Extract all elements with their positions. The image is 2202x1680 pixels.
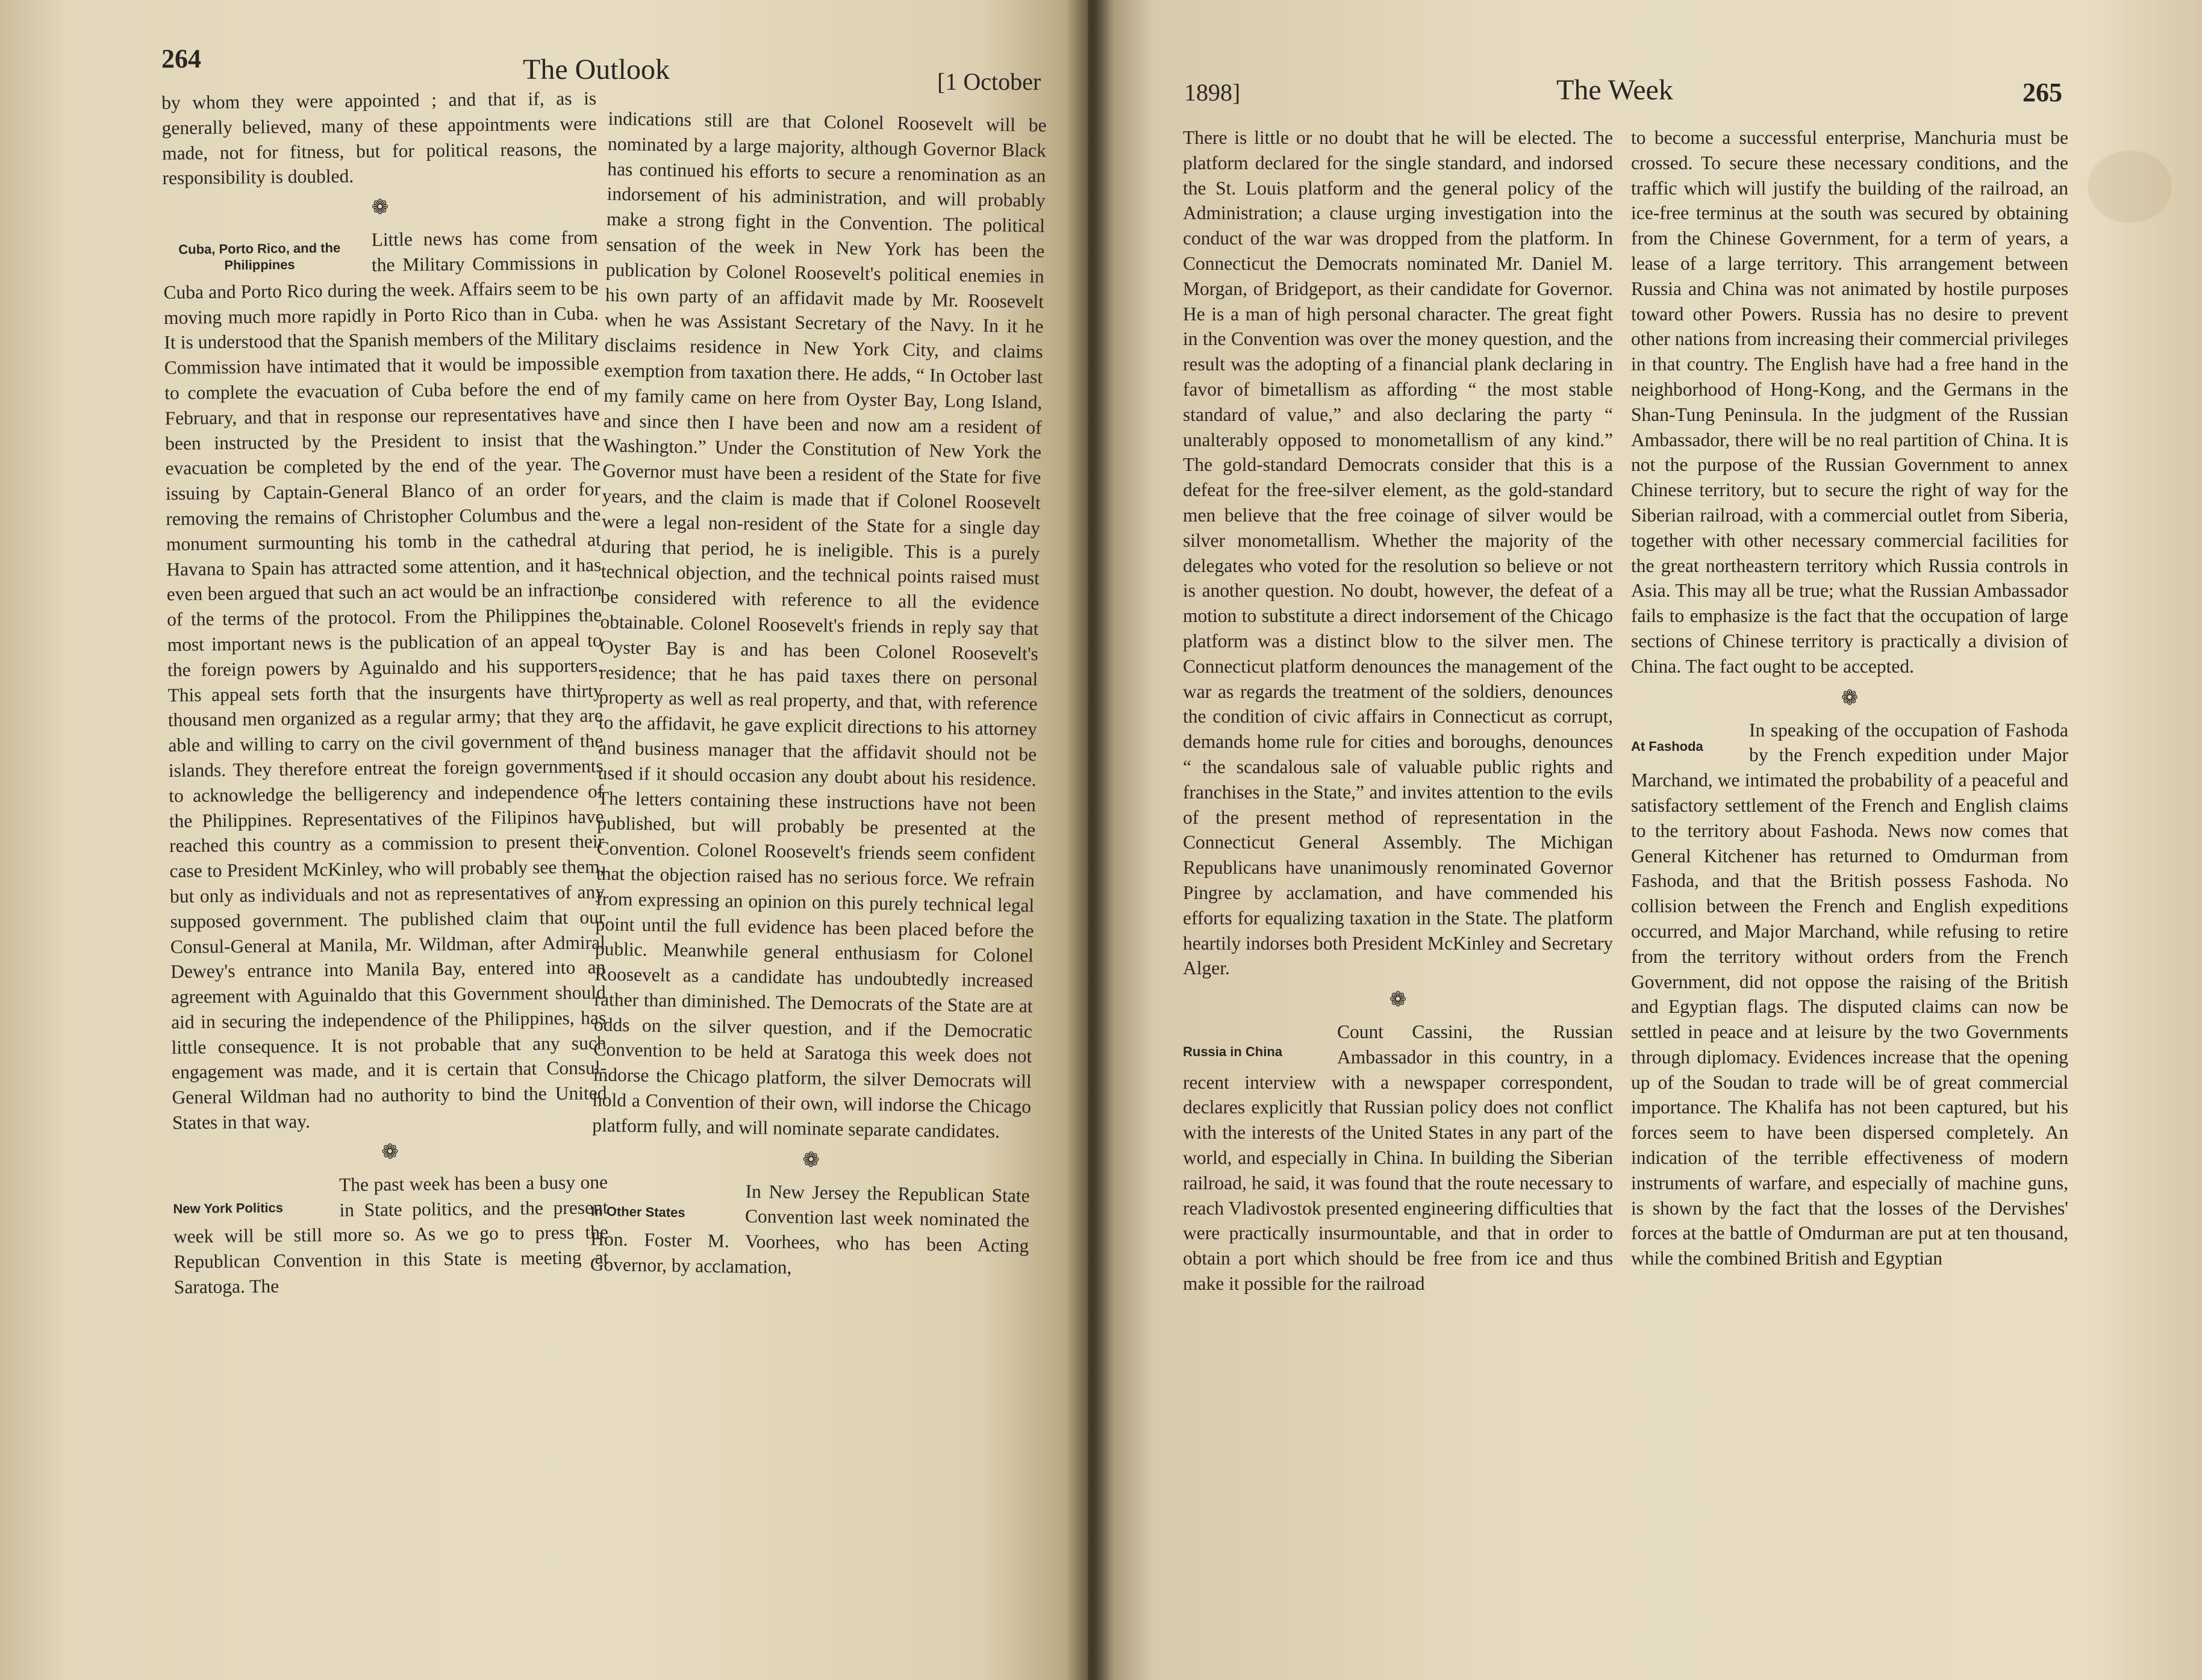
subhead-russia-in-china: Russia in China bbox=[1183, 1044, 1283, 1060]
paragraph: In speaking of the occupation of Fashoda by the French expedition under Major Marchand, we intimated the probability of a peaceful and satisfactory settlement of the French and English claims to the territory about Fashoda. News now comes that General Kitchener has returned to Omdurman from Fashoda, and that the British possess Fashoda. No collision between the French and English expeditions occurred, and Major Marchand, while refusing to retire from the territory without orders from the French Government, did not oppose the raising of the British and Egyptian flags. The disputed claims can now be settled in peace and at leisure by the two Governments through diplomacy. Evidences increase that the opening up of the Soudan to trade will be of great commercial importance. The Khalifa has not been captured, but his forces seem to have been dispersed completely. An indication of the terrible effectiveness of modern instruments of warfare, and especially of machine guns, is shown by the fact that the losses of the Dervishes' forces at the battle of Omdurman are put at ten thousand, while the combined British and Egyptian bbox=[1631, 719, 2068, 1269]
paragraph: Count Cassini, the Russian Ambassador in this country, in a recent interview with a newspaper correspondent, declares explicitly that Russian policy does not conflict with the interests of the United States in any part of the world, and especially in China. In building the Siberian railroad, he said, it was found that the route necessary to reach Vladivostok presented engineering difficulties that were practically insurmountable, and that in order to obtain a port which should be free from ice and thus make it possible for the railroad bbox=[1183, 1021, 1613, 1295]
right-column-2 bbox=[1631, 125, 2068, 1271]
left-column-2 bbox=[590, 106, 1046, 1284]
running-title: The Outlook bbox=[523, 54, 670, 86]
left-page bbox=[0, 0, 1088, 1680]
paragraph: Little news has come from the Military Commissions in Cuba and Porto Rico during the week. Affairs seem to be moving much more rapidly in Porto Rico than in Cuba. It is understood that the Spanish members of the Military Commission have intimated that it would be impossible to complete the evacuation of Cuba before the end of February, and that in response our representatives have been instructed by the President to insist that the evacuation be completed by the end of the year. The issuing by Captain-General Blanco of an order for removing the remains of Christopher Columbus and the monument surmounting his tomb in the cathedral at Havana to Spain has attracted some attention, and it has even been argued that such an act would be an infraction of the terms of the protocol. From the Philippines the most important news is the publication of an appeal to the foreign powers by Aguinaldo and his supporters. This appeal sets forth that the insurgents have thirty thousand men organized as a regular army; that they are able and willing to carry on the civil government of the islands. They therefore entreat the foreign governments to acknowledge the belligerency and independence of the Philippines. Representatives of the Filipinos have reached this country as a commission to present their case to President McKinley, who will probably see them, but only as individuals and not as representatives of any supposed government. The published claim that our Consul-General at Manila, Mr. Wildman, after Admiral Dewey's entrance into Manila Bay, entered into an agreement with Aguinaldo that this Government should aid in securing the independence of the Philippines, has little consequence. It is not probable that any such engagement was made, and it is certain that Consul-General Wildman had no authority to bind the United States in that way. bbox=[163, 226, 607, 1133]
paragraph: In New Jersey the Republican State Convention last week nominated the Hon. Foster M. Voorhees, who has been Acting Governor, by acclamation, bbox=[590, 1180, 1030, 1278]
ornament-icon: ❁ bbox=[1389, 989, 1407, 1012]
paragraph: indications still are that Colonel Roosevelt will be nominated by a large majority, although Governor Black has continued his efforts to secure a renomination as an indorsement of his administration, and will probably make a strong fight in the Convention. The political sensation of the week in New York has been the publication by Colonel Roosevelt's political enemies in his own party of an affidavit made by Mr. Roosevelt when he was Assistant Secretary of the Navy. In it he disclaims residence in New York City, and claims exemption from taxation there. He adds, “ In October last my family came on here from Oyster Bay, Long Island, and since then I have been and now am a resident of Washington.” Under the Constitution of New York the Governor must have been a resident of the State for five years, and the claim is made that if Colonel Roosevelt were a legal non-resident of the State for a single day during that period, he is ineligible. This is a purely technical objection, and the technical points raised must be considered with reference to all the evidence obtainable. Colonel Roosevelt's friends in reply say that Oyster Bay is and has been Colonel Roosevelt's residence; that he has paid taxes there on personal property as well as real property, and that, with reference to the affidavit, he gave explicit directions to his attorney and business manager that the affidavit should not be used if it should occasion any doubt about his residence. The letters containing these instructions have not been published, but will probably be presented at the Convention. Colonel Roosevelt's friends seem confident that the objection raised has no serious force. We refrain from expressing an opinion on this purely technical legal point until the full evidence has been placed before the public. Meanwhile general enthusiasm for Colonel Roosevelt as a candidate has undoubtedly increased rather than diminished. The Democrats of the State are at odds on the silver question, and if the Democratic Convention to be held at Saratoga this week does not indorse the Chicago platform, the silver Democrats will hold a Convention of their own, will indorse the Chicago platform fully, and will nominate separate candidates. bbox=[592, 107, 1047, 1142]
right-column-1 bbox=[1183, 125, 1613, 1296]
paragraph: The past week has been a busy one in State politics, and the present week will be still more so. As we go to press the Republican Convention in this State is meeting at Saratoga. The bbox=[173, 1171, 609, 1298]
subhead-cuba: Cuba, Porto Rico, and the Philippines bbox=[178, 240, 341, 273]
left-column-1 bbox=[161, 86, 609, 1299]
ornament-icon: ❁ bbox=[802, 1148, 820, 1172]
running-title: The Week bbox=[1556, 74, 1673, 106]
paragraph: There is little or no doubt that he will be elected. The platform declared for the single standard, and indorsed the St. Louis platform and the general policy of the Administration; a clause urging investigation into the conduct of the war was dropped from the platform. In Connecticut the Democrats nominated Mr. Daniel M. Morgan, of Bridgeport, as their candidate for Governor. He is a man of high personal character. The great fight in the Convention was over the money question, and the result was the adopting of a financial plank declaring in favor of bimetallism as affording “ the most stable standard of value,” and also declaring the party “ unalterably opposed to monometallism of any kind.” The gold-standard Democrats consider that this is a defeat for the free-silver element, as the gold-standard men believe that the free coinage of silver would be silver monometallism. Whether the majority of the delegates who voted for the resolution so believe or not is another question. No doubt, however, the defeat of a motion to substitute a direct indorsement of the Chicago platform was a distinct blow to the silver men. The Connecticut platform denounces the management of the war as regards the treatment of the soldiers, denounces the condition of civic affairs in Connecticut as corrupt, demands home rule for cities and boroughs, denounces “ the scandalous sale of valuable public rights and franchises in the State,” and invites attention to the evils of the present method of representation in the Connecticut General Assembly. The Michigan Republicans have unanimously renominated Governor Pingree by acclamation, and have commended his efforts for equalizing taxation in the State. The platform heartily indorses both President McKinley and Secretary Alger. bbox=[1183, 127, 1613, 979]
right-page bbox=[1088, 0, 2202, 1680]
ornament-icon: ❁ bbox=[371, 196, 389, 219]
subhead-at-fashoda: At Fashoda bbox=[1631, 738, 1703, 754]
ornament-icon: ❁ bbox=[381, 1140, 399, 1164]
subhead-new-york-politics: New York Politics bbox=[173, 1199, 284, 1216]
issue-year: 1898] bbox=[1184, 79, 1241, 106]
page-number: 265 bbox=[2023, 78, 2062, 107]
paragraph: to become a successful enterprise, Manchuria must be crossed. To secure these necessary conditions, and the traffic which will justify the building of the railroad, an ice-free terminus at the south was secured by obtaining from the Chinese Government, for a term of years, a lease of a large territory. This arrangement between Russia and China was not animated by hostile purposes toward other Powers. Russia has no desire to prevent other nations from increasing their commercial privileges in that country. The English have had a free hand in the neighborhood of Hong-Kong, and the Germans in the Shan-Tung Peninsula. In the judgment of the Russian Ambassador, there will be no real partition of China. It is not the purpose of the Russian Government to annex Chinese territory, but to secure the right of way for the Siberian railroad, with a commercial outlet from Siberia, together with other necessary commercial facilities for the great northeastern territory which Russia controls in Asia. This may all be true; what the Russian Ambassador fails to emphasize is the fact that the occupation of large sections of Chinese territory is practically a division of China. The fact ought to be accepted. bbox=[1631, 127, 2068, 677]
paragraph: by whom they were appointed ; and that if, as is generally believed, many of these appointments were made, not for fitness, but for political reasons, the responsibility is doubled. bbox=[161, 87, 597, 189]
ornament-icon: ❁ bbox=[1841, 686, 1859, 709]
book-gutter bbox=[1066, 0, 1114, 1680]
subhead-in-other-states: In Other States bbox=[590, 1203, 685, 1220]
issue-date: [1 October bbox=[937, 68, 1041, 95]
page-number: 264 bbox=[161, 44, 201, 73]
paper-stain bbox=[2088, 151, 2172, 223]
